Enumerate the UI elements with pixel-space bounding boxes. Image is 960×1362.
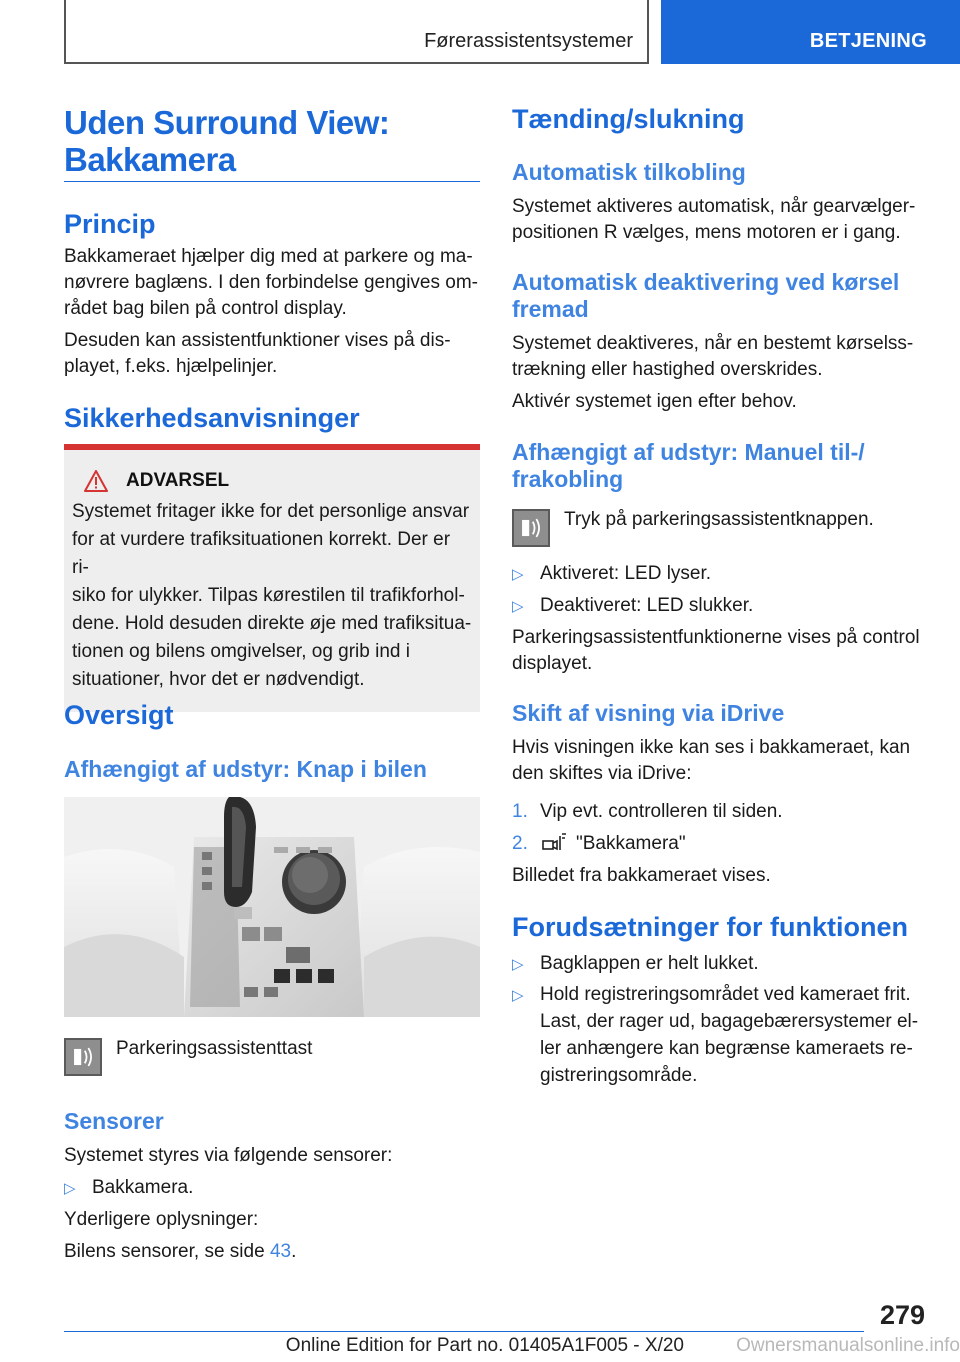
warning-line: dene. Hold desuden direkte øje med trafiksitua- [72, 613, 472, 634]
footer-watermark: Ownersmanualsonline.info [736, 1335, 960, 1356]
warning-line: siko for ulykker. Tilpas kørestilen til trafikforhol- [72, 585, 465, 606]
console-photo [64, 797, 480, 1017]
see-page-text: Bilens sensorer, se side [64, 1241, 270, 1262]
warning-box [64, 444, 480, 712]
bullet-triangle-icon: ▷ [512, 987, 524, 1004]
see-page-end: . [291, 1241, 297, 1262]
auto-on-heading: Automatisk tilkobling [512, 159, 746, 185]
warning-title [84, 470, 472, 492]
more-info-text: Yderligere oplysninger: [64, 1209, 259, 1230]
prereq-item-2 [512, 981, 918, 1089]
auto-off-text-2: trækning eller hastighed overskrides. [512, 359, 823, 380]
parking-assist-button-icon [512, 509, 550, 547]
led-on-text: Aktiveret: LED lyser. [540, 563, 712, 584]
manual-press-text: Tryk på parkeringsassistentknappen. [564, 509, 874, 530]
prereq-item-2-line: Last, der rager ud, bagagebærersystemer el- [540, 1011, 919, 1032]
idrive-result: Billedet fra bakkameraet vises. [512, 865, 771, 886]
button-caption: Parkeringsassistenttast [116, 1038, 313, 1059]
prereq-heading: Forudsætninger for funktionen [512, 912, 908, 942]
step-2 [512, 830, 686, 857]
auto-on-text-1: Systemet aktiveres automatisk, når gearvælger- [512, 196, 916, 217]
page-title-line2 [64, 141, 480, 182]
auto-off-text-3: Aktivér systemet igen efter behov. [512, 391, 797, 412]
prereq-item-2-line: ler anhængere kan begrænse kameraets re- [540, 1038, 913, 1059]
warning-title-text: ADVARSEL [126, 470, 230, 491]
princip-text-1: Bakkameraet hjælper dig med at parkere og ma- [64, 246, 473, 267]
auto-on-text-2: positionen R vælges, mens motoren er i gang. [512, 222, 901, 243]
header-section-tab [64, 0, 649, 64]
camera-view-icon [540, 832, 568, 854]
header-section-title: Førerassistentsystemer [424, 30, 633, 52]
prereq-item-1 [512, 950, 759, 978]
step-1-text: Vip evt. controlleren til siden. [540, 801, 783, 822]
step-1-number: 1. [512, 801, 528, 822]
led-off-item [512, 592, 753, 620]
equip-heading: Afhængigt af udstyr: Knap i bilen [64, 756, 427, 782]
sensors-text: Systemet styres via følgende sensorer: [64, 1145, 393, 1166]
step-2-text: "Bakkamera" [576, 833, 686, 854]
see-page-line [64, 1238, 296, 1265]
safety-heading: Sikkerhedsanvisninger [64, 403, 360, 433]
warning-triangle-icon [84, 470, 108, 492]
bullet-triangle-icon: ▷ [64, 1180, 76, 1197]
page-43-link[interactable]: 43 [269, 1241, 292, 1262]
idrive-heading: Skift af visning via iDrive [512, 700, 785, 726]
step-2-number: 2. [512, 833, 528, 854]
sensors-heading: Sensorer [64, 1108, 164, 1134]
princip-text-2: nøvrere baglæns. I den forbindelse gengives om- [64, 272, 479, 293]
auto-off-heading-2: fremad [512, 296, 589, 322]
warning-line: tionen og bilens omgivelser, og grib ind i [72, 641, 410, 662]
princip-heading: Princip [64, 209, 156, 239]
prereq-item-2-line: Hold registreringsområdet ved kameraet frit. [540, 984, 911, 1005]
bullet-triangle-icon: ▷ [512, 956, 524, 973]
manual-text-1: Parkeringsassistentfunktionerne vises på control [512, 627, 920, 648]
header-chapter-tab[interactable] [661, 0, 960, 64]
manual-heading-2: frakobling [512, 466, 624, 492]
page-number: 279 [879, 1300, 925, 1330]
overview-heading: Oversigt [64, 700, 174, 730]
led-on-item [512, 560, 711, 588]
prereq-item-2-line: gistreringsområde. [540, 1065, 698, 1086]
center-console-illustration [64, 797, 480, 1017]
header-chapter-title: BETJENING [809, 30, 927, 52]
page-title-line2-text: Bakkamera [64, 141, 236, 178]
idrive-text-2: den skiftes via iDrive: [512, 763, 692, 784]
warning-line: situationer, hvor det er nødvendigt. [72, 669, 365, 690]
warning-line: Systemet fritager ikke for det personlige ansvar [72, 501, 470, 522]
auto-off-heading-1: Automatisk deaktivering ved kørsel [512, 269, 900, 295]
led-off-text: Deaktiveret: LED slukker. [540, 595, 754, 616]
manual-text-2: displayet. [512, 653, 593, 674]
parking-sensor-icon [66, 1040, 100, 1074]
step-1 [512, 798, 783, 825]
bullet-triangle-icon: ▷ [512, 566, 524, 583]
page-title-line1: Uden Surround View: [64, 104, 390, 141]
princip-text-5: playet, f.eks. hjælpelinjer. [64, 356, 278, 377]
prereq-item-2-text [540, 981, 918, 1089]
parking-sensor-icon [514, 511, 548, 545]
footer-edition-text: Online Edition for Part no. 01405A1F005 - X/20 [285, 1335, 684, 1356]
warning-text [72, 498, 472, 694]
sensors-list-item [64, 1174, 193, 1202]
auto-off-text-1: Systemet deaktiveres, når en bestemt kørselss- [512, 333, 914, 354]
parking-assist-button-icon [64, 1038, 102, 1076]
warning-line: for at vurdere trafiksituationen korrekt. Der er ri- [72, 529, 451, 578]
manual-heading-1: Afhængigt af udstyr: Manuel til-/ [512, 439, 865, 465]
idrive-text-1: Hvis visningen ikke kan ses i bakkameraet, kan [512, 737, 911, 758]
footer-divider [64, 1331, 864, 1332]
princip-text-4: Desuden kan assistentfunktioner vises på dis- [64, 330, 451, 351]
sensors-item-text: Bakkamera. [92, 1177, 194, 1198]
bullet-triangle-icon: ▷ [512, 598, 524, 615]
onoff-heading: Tænding/slukning [512, 104, 745, 134]
princip-text-3: rådet bag bilen på control display. [64, 298, 347, 319]
prereq-item-1-text: Bagklappen er helt lukket. [540, 953, 759, 974]
